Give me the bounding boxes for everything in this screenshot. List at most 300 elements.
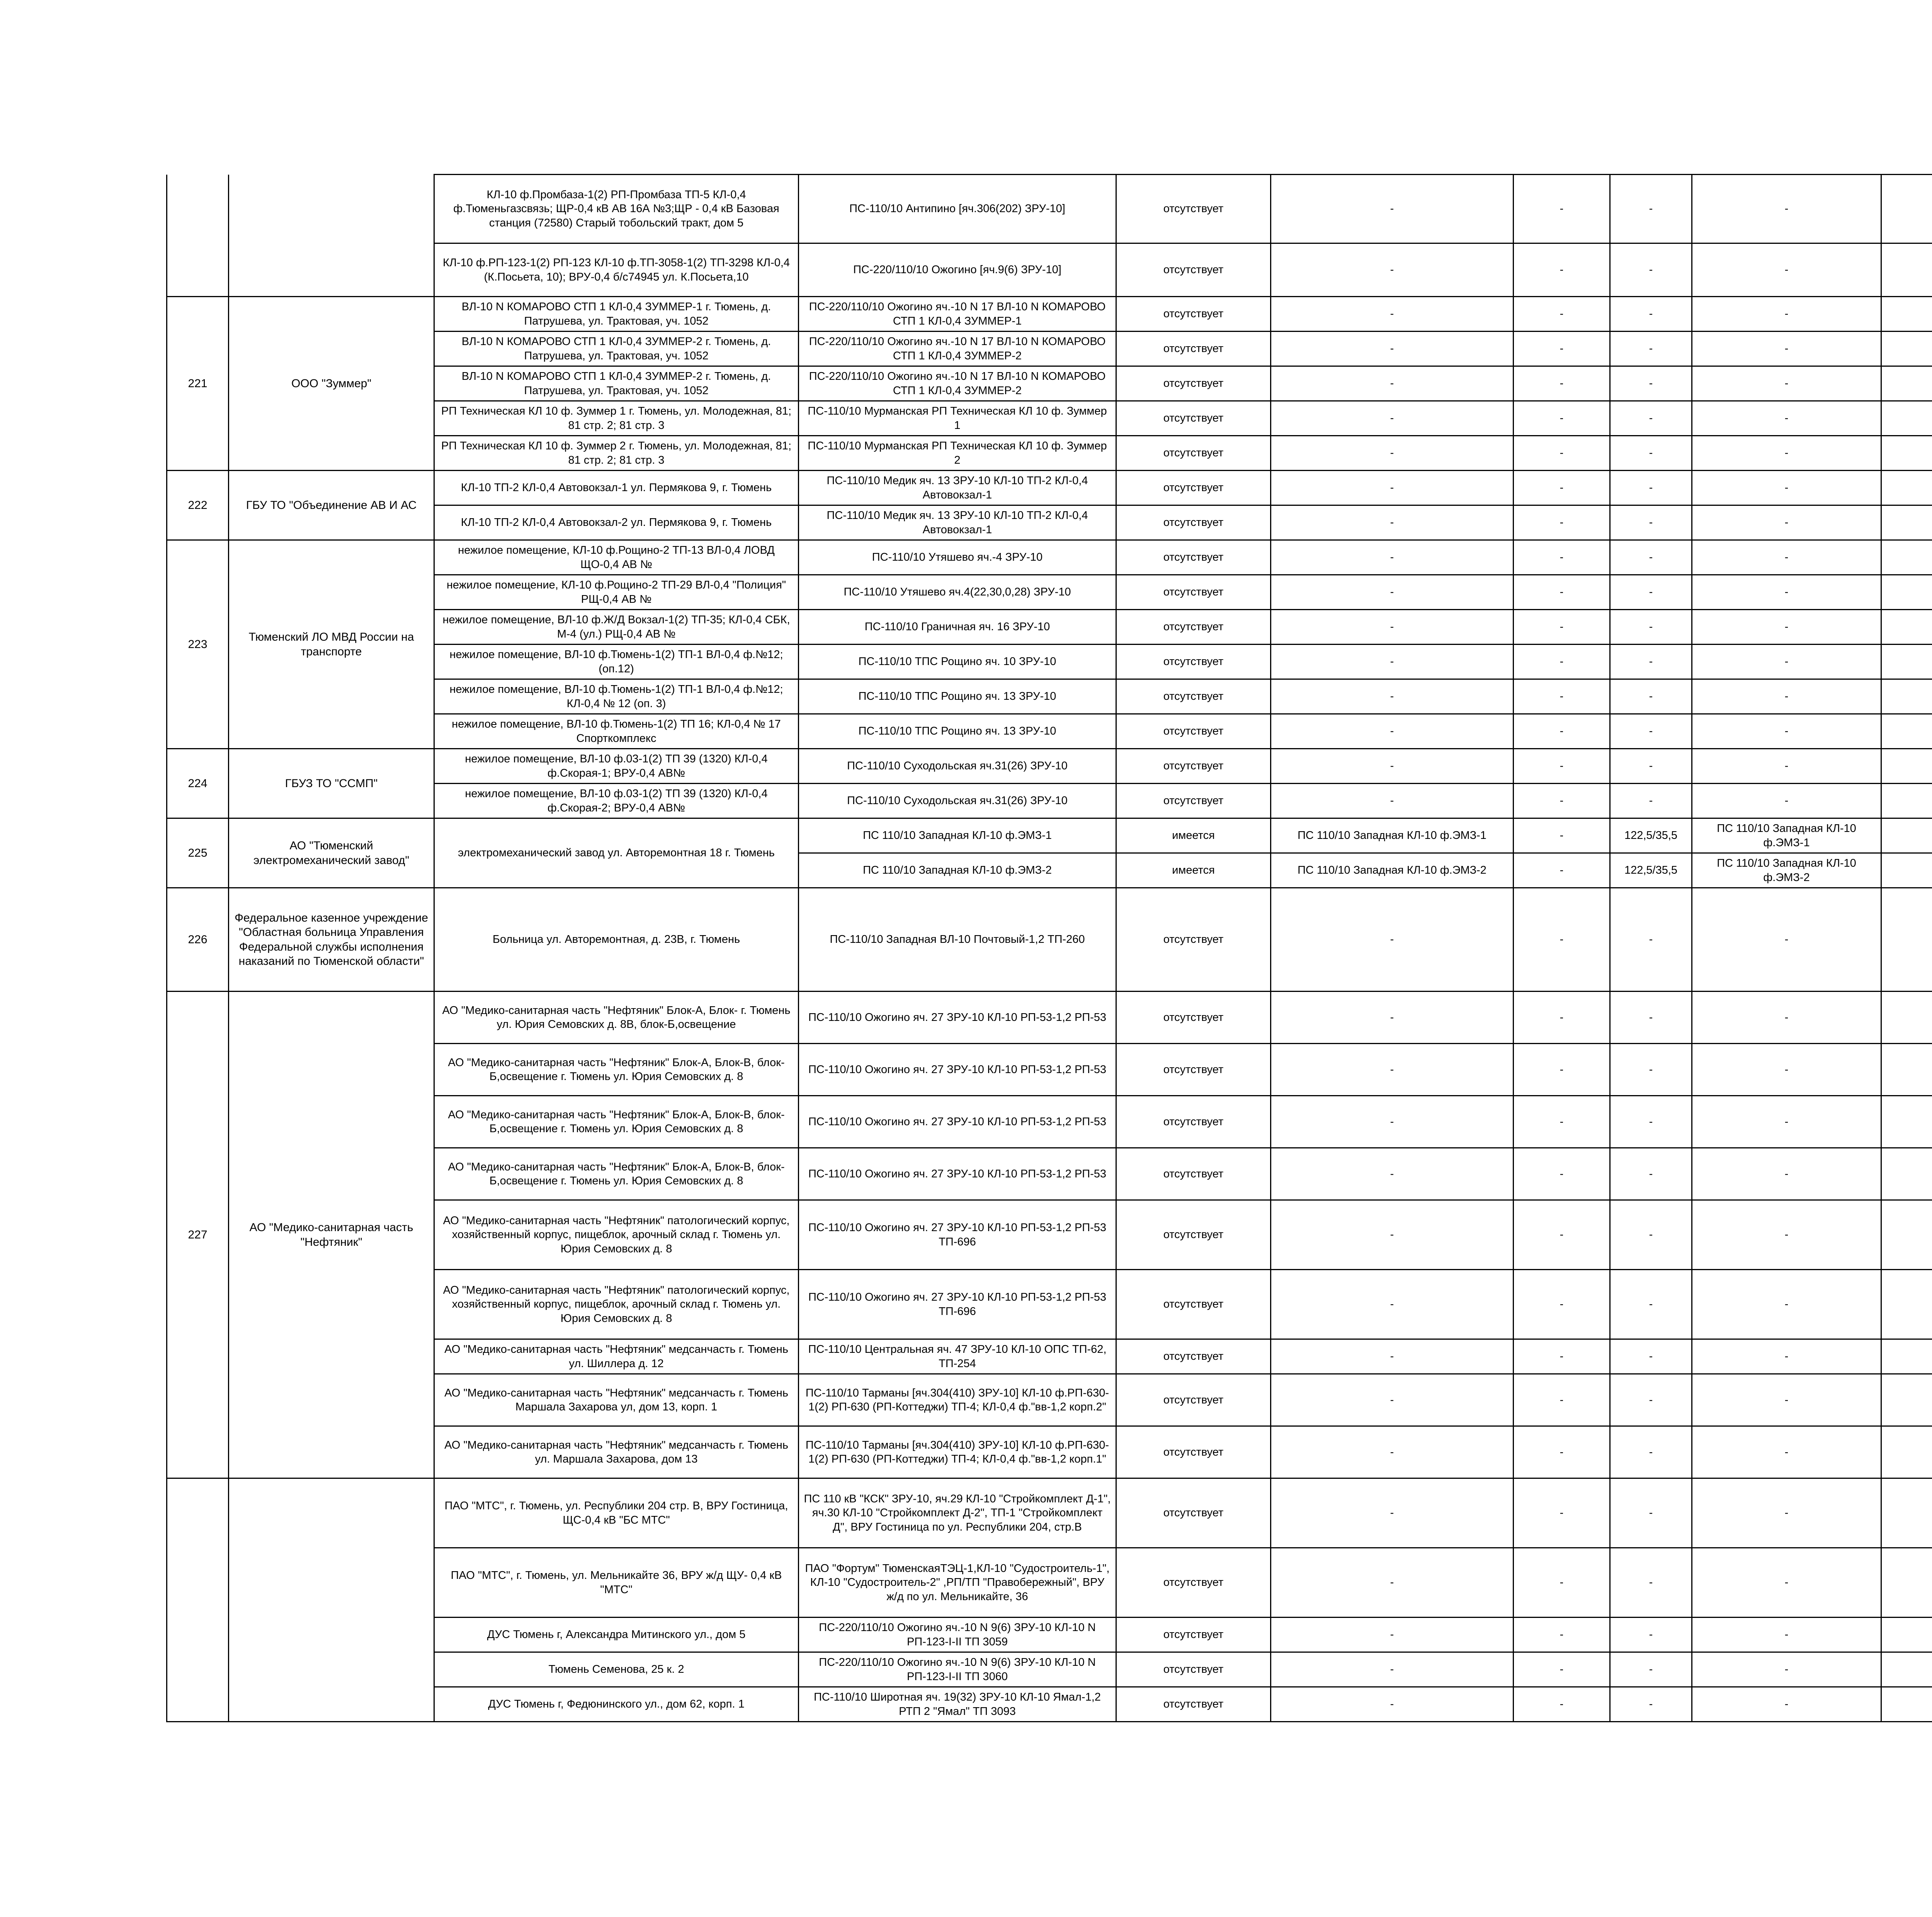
organization-cell: АО "Тюменский электромеханический завод" xyxy=(229,818,434,888)
status-cell: отсутствует xyxy=(1116,297,1271,332)
col5-cell: - xyxy=(1271,784,1514,818)
col9-cell xyxy=(1881,1339,1932,1374)
col5-cell: - xyxy=(1271,749,1514,784)
col8-cell: ПС 110/10 Западная КЛ-10 ф.ЭМЗ-1 xyxy=(1692,818,1881,853)
object-cell: ДУС Тюмень г, Александра Митинского ул., дом 5 xyxy=(434,1618,799,1652)
col7-cell: - xyxy=(1610,540,1692,575)
col9-cell xyxy=(1881,749,1932,784)
source-cell: ПС-220/110/10 Ожогино яч.-10 N 9(6) ЗРУ-10 КЛ-10 N РП-123-I-II ТП 3059 xyxy=(799,1618,1116,1652)
col9-cell xyxy=(1881,1270,1932,1339)
col8-cell: - xyxy=(1692,992,1881,1044)
col7-cell: 122,5/35,5 xyxy=(1610,853,1692,888)
col9-cell xyxy=(1881,540,1932,575)
col8-cell: - xyxy=(1692,645,1881,679)
source-cell: ПС-110/10 Мурманская РП Техническая КЛ 10 ф. Зуммер 2 xyxy=(799,436,1116,471)
col9-cell xyxy=(1881,575,1932,610)
col9-cell xyxy=(1881,1548,1932,1618)
col8-cell: - xyxy=(1692,366,1881,401)
col9-cell xyxy=(1881,853,1932,888)
col8-cell: - xyxy=(1692,332,1881,366)
record-number-cell xyxy=(167,1478,229,1722)
col5-cell: - xyxy=(1271,401,1514,436)
col9-cell xyxy=(1881,471,1932,505)
col6-cell: - xyxy=(1514,471,1610,505)
col9-cell xyxy=(1881,505,1932,540)
col8-cell: - xyxy=(1692,436,1881,471)
source-cell: ПС-110/10 ТПС Рощино яч. 13 ЗРУ-10 xyxy=(799,679,1116,714)
col6-cell: - xyxy=(1514,784,1610,818)
source-cell: ПС-110/10 Ожогино яч. 27 ЗРУ-10 КЛ-10 РП-53-1,2 РП-53 xyxy=(799,1096,1116,1148)
object-cell: ВЛ-10 N КОМАРОВО СТП 1 КЛ-0,4 ЗУММЕР-2 г. Тюмень, д. Патрушева, ул. Трактовая, уч. 1052 xyxy=(434,332,799,366)
status-cell: отсутствует xyxy=(1116,575,1271,610)
source-cell: ПС-110/10 Медик яч. 13 ЗРУ-10 КЛ-10 ТП-2 КЛ-0,4 Автовокзал-1 xyxy=(799,471,1116,505)
col7-cell: - xyxy=(1610,1687,1692,1722)
table-row xyxy=(167,175,1932,243)
col8-cell: - xyxy=(1692,505,1881,540)
status-cell: отсутствует xyxy=(1116,1270,1271,1339)
status-cell: отсутствует xyxy=(1116,1618,1271,1652)
col5-cell: - xyxy=(1271,1478,1514,1548)
object-cell: нежилое помещение, КЛ-10 ф.Рощино-2 ТП-13 ВЛ-0,4 ЛОВД ЩО-0,4 АВ № xyxy=(434,540,799,575)
col7-cell: - xyxy=(1610,1339,1692,1374)
col7-cell: - xyxy=(1610,1270,1692,1339)
status-cell: отсутствует xyxy=(1116,1044,1271,1096)
status-cell: отсутствует xyxy=(1116,714,1271,749)
status-cell: отсутствует xyxy=(1116,540,1271,575)
source-cell: ПС-110/10 Мурманская РП Техническая КЛ 10 ф. Зуммер 1 xyxy=(799,401,1116,436)
table-row xyxy=(167,992,1932,1044)
col9-cell xyxy=(1881,1652,1932,1687)
object-cell: нежилое помещение, ВЛ-10 ф.Ж/Д Вокзал-1(2) ТП-35; КЛ-0,4 СБК, М-4 (ул.) РЩ-0,4 АВ № xyxy=(434,610,799,645)
col6-cell: - xyxy=(1514,1096,1610,1148)
source-cell: ПС-110/10 Ожогино яч. 27 ЗРУ-10 КЛ-10 РП-53-1,2 РП-53 ТП-696 xyxy=(799,1200,1116,1270)
col8-cell: - xyxy=(1692,1548,1881,1618)
col5-cell: - xyxy=(1271,1374,1514,1426)
col8-cell: - xyxy=(1692,1148,1881,1200)
organization-cell: ГБУЗ ТО "ССМП" xyxy=(229,749,434,818)
col5-cell: - xyxy=(1271,1044,1514,1096)
source-cell: ПС-110/10 Суходольская яч.31(26) ЗРУ-10 xyxy=(799,749,1116,784)
object-cell: Больница ул. Авторемонтная, д. 23В, г. Тюмень xyxy=(434,888,799,992)
col5-cell: - xyxy=(1271,366,1514,401)
object-cell: АО "Медико-санитарная часть "Нефтяник" медсанчасть г. Тюмень ул. Шиллера д. 12 xyxy=(434,1339,799,1374)
col8-cell: - xyxy=(1692,749,1881,784)
record-number-cell: 225 xyxy=(167,818,229,888)
col6-cell: - xyxy=(1514,1687,1610,1722)
source-cell: ПС-220/110/10 Ожогино [яч.9(6) ЗРУ-10] xyxy=(799,243,1116,297)
object-cell: КЛ-10 ф.Промбаза-1(2) РП-Промбаза ТП-5 КЛ-0,4 ф.Тюменьгазсвязь; ЩР-0,4 кВ АВ 16А №3;ЩР - 0,4 кВ Базовая станция (72580) Старый тобольский тракт, дом 5 xyxy=(434,175,799,243)
status-cell: отсутствует xyxy=(1116,332,1271,366)
source-cell: ПАО "Фортум" ТюменскаяТЭЦ-1,КЛ-10 "Судостроитель-1", КЛ-10 "Судостроитель-2" ,РП/ТП "Правобережный", ВРУ ж/д по ул. Мельникайте, 36 xyxy=(799,1548,1116,1618)
col9-cell xyxy=(1881,1687,1932,1722)
col6-cell: - xyxy=(1514,401,1610,436)
col7-cell: - xyxy=(1610,366,1692,401)
col5-cell: - xyxy=(1271,1426,1514,1478)
col8-cell: - xyxy=(1692,714,1881,749)
record-number-cell: 221 xyxy=(167,297,229,471)
source-cell: ПС 110/10 Западная КЛ-10 ф.ЭМЗ-2 xyxy=(799,853,1116,888)
object-cell: АО "Медико-санитарная часть "Нефтяник" Блок-А, Блок-В, блок-Б,освещение г. Тюмень ул. Юрия Семовских д. 8 xyxy=(434,1044,799,1096)
col9-cell xyxy=(1881,645,1932,679)
col5-cell: - xyxy=(1271,175,1514,243)
col8-cell: - xyxy=(1692,1687,1881,1722)
object-cell: нежилое помещение, ВЛ-10 ф.03-1(2) ТП 39 (1320) КЛ-0,4 ф.Скорая-2; ВРУ-0,4 АВ№ xyxy=(434,784,799,818)
col6-cell: - xyxy=(1514,1148,1610,1200)
status-cell: отсутствует xyxy=(1116,610,1271,645)
record-number-cell xyxy=(167,175,229,297)
col6-cell: - xyxy=(1514,714,1610,749)
col7-cell: - xyxy=(1610,1652,1692,1687)
object-cell: АО "Медико-санитарная часть "Нефтяник" медсанчасть г. Тюмень ул. Маршала Захарова, дом 13 xyxy=(434,1426,799,1478)
col6-cell: - xyxy=(1514,1200,1610,1270)
col9-cell xyxy=(1881,784,1932,818)
col8-cell: - xyxy=(1692,471,1881,505)
status-cell: отсутствует xyxy=(1116,1478,1271,1548)
col9-cell xyxy=(1881,332,1932,366)
col6-cell: - xyxy=(1514,436,1610,471)
col6-cell: - xyxy=(1514,505,1610,540)
col8-cell: - xyxy=(1692,297,1881,332)
table-row xyxy=(167,1478,1932,1548)
col5-cell: - xyxy=(1271,992,1514,1044)
col7-cell: - xyxy=(1610,1478,1692,1548)
col9-cell xyxy=(1881,1148,1932,1200)
col8-cell: - xyxy=(1692,1339,1881,1374)
status-cell: отсутствует xyxy=(1116,645,1271,679)
status-cell: отсутствует xyxy=(1116,1148,1271,1200)
col8-cell: - xyxy=(1692,1200,1881,1270)
object-cell: АО "Медико-санитарная часть "Нефтяник" патологический корпус, хозяйственный корпус, пищеблок, арочный склад г. Тюмень ул. Юрия Семовских д. 8 xyxy=(434,1200,799,1270)
col7-cell: - xyxy=(1610,749,1692,784)
col6-cell: - xyxy=(1514,243,1610,297)
col5-cell: - xyxy=(1271,575,1514,610)
col6-cell: - xyxy=(1514,575,1610,610)
col7-cell: - xyxy=(1610,1148,1692,1200)
status-cell: отсутствует xyxy=(1116,436,1271,471)
col9-cell xyxy=(1881,1200,1932,1270)
organization-cell xyxy=(229,175,434,297)
col7-cell: - xyxy=(1610,1374,1692,1426)
status-cell: имеется xyxy=(1116,818,1271,853)
col6-cell: - xyxy=(1514,540,1610,575)
source-cell: ПС-110/10 Граничная яч. 16 ЗРУ-10 xyxy=(799,610,1116,645)
source-cell: ПС-220/110/10 Ожогино яч.-10 N 17 ВЛ-10 N КОМАРОВО СТП 1 КЛ-0,4 ЗУММЕР-2 xyxy=(799,366,1116,401)
col5-cell: - xyxy=(1271,243,1514,297)
col9-cell xyxy=(1881,1618,1932,1652)
status-cell: отсутствует xyxy=(1116,749,1271,784)
source-cell: ПС-110/10 Ожогино яч. 27 ЗРУ-10 КЛ-10 РП-53-1,2 РП-53 xyxy=(799,1044,1116,1096)
col7-cell: - xyxy=(1610,297,1692,332)
col5-cell: - xyxy=(1271,679,1514,714)
col9-cell xyxy=(1881,1478,1932,1548)
col8-cell: - xyxy=(1692,610,1881,645)
col8-cell: - xyxy=(1692,1426,1881,1478)
source-cell: ПС-110/10 Суходольская яч.31(26) ЗРУ-10 xyxy=(799,784,1116,818)
object-cell: КЛ-10 ТП-2 КЛ-0,4 Автовокзал-1 ул. Пермякова 9, г. Тюмень xyxy=(434,471,799,505)
col7-cell: 122,5/35,5 xyxy=(1610,818,1692,853)
col8-cell: - xyxy=(1692,1652,1881,1687)
table-body xyxy=(167,175,1932,1722)
col6-cell: - xyxy=(1514,679,1610,714)
col8-cell: - xyxy=(1692,784,1881,818)
col9-cell xyxy=(1881,243,1932,297)
col9-cell xyxy=(1881,1044,1932,1096)
col7-cell: - xyxy=(1610,888,1692,992)
col5-cell: - xyxy=(1271,714,1514,749)
object-cell: АО "Медико-санитарная часть "Нефтяник" патологический корпус, хозяйственный корпус, пищеблок, арочный склад г. Тюмень ул. Юрия Семовских д. 8 xyxy=(434,1270,799,1339)
col8-cell: - xyxy=(1692,888,1881,992)
status-cell: отсутствует xyxy=(1116,992,1271,1044)
object-cell: АО "Медико-санитарная часть "Нефтяник" медсанчасть г. Тюмень Маршала Захарова ул, дом 13, корп. 1 xyxy=(434,1374,799,1426)
col9-cell xyxy=(1881,436,1932,471)
col5-cell: - xyxy=(1271,610,1514,645)
object-cell: нежилое помещение, ВЛ-10 ф.Тюмень-1(2) ТП 16; КЛ-0,4 № 17 Спорткомплекс xyxy=(434,714,799,749)
col9-cell xyxy=(1881,1426,1932,1478)
status-cell: отсутствует xyxy=(1116,505,1271,540)
source-cell: ПС-220/110/10 Ожогино яч.-10 N 9(6) ЗРУ-10 КЛ-10 N РП-123-I-II ТП 3060 xyxy=(799,1652,1116,1687)
status-cell: отсутствует xyxy=(1116,784,1271,818)
status-cell: отсутствует xyxy=(1116,1548,1271,1618)
col7-cell: - xyxy=(1610,1044,1692,1096)
col5-cell: - xyxy=(1271,1548,1514,1618)
object-cell: нежилое помещение, ВЛ-10 ф.Тюмень-1(2) ТП-1 ВЛ-0,4 ф.№12; (оп.12) xyxy=(434,645,799,679)
source-cell: ПС-110/10 Широтная яч. 19(32) ЗРУ-10 КЛ-10 Ямал-1,2 РТП 2 "Ямал" ТП 3093 xyxy=(799,1687,1116,1722)
object-cell: КЛ-10 ф.РП-123-1(2) РП-123 КЛ-10 ф.ТП-3058-1(2) ТП-3298 КЛ-0,4 (К.Посьета, 10); ВРУ-0,4 б/с74945 ул. К.Посьета,10 xyxy=(434,243,799,297)
col8-cell: - xyxy=(1692,540,1881,575)
col6-cell: - xyxy=(1514,749,1610,784)
object-cell: КЛ-10 ТП-2 КЛ-0,4 Автовокзал-2 ул. Пермякова 9, г. Тюмень xyxy=(434,505,799,540)
col6-cell: - xyxy=(1514,610,1610,645)
record-number-cell: 223 xyxy=(167,540,229,749)
object-cell: электромеханический завод ул. Авторемонтная 18 г. Тюмень xyxy=(434,818,799,888)
col9-cell xyxy=(1881,818,1932,853)
col6-cell: - xyxy=(1514,175,1610,243)
table-row xyxy=(167,888,1932,992)
source-cell: ПС-110/10 Утяшево яч.4(22,30,0,28) ЗРУ-10 xyxy=(799,575,1116,610)
status-cell: отсутствует xyxy=(1116,1687,1271,1722)
col5-cell: - xyxy=(1271,1148,1514,1200)
col6-cell: - xyxy=(1514,1426,1610,1478)
col6-cell: - xyxy=(1514,1618,1610,1652)
source-cell: ПС-110/10 Западная ВЛ-10 Почтовый-1,2 ТП-260 xyxy=(799,888,1116,992)
col7-cell: - xyxy=(1610,679,1692,714)
organization-cell: ГБУ ТО "Объединение АВ И АС xyxy=(229,471,434,540)
col7-cell: - xyxy=(1610,471,1692,505)
col9-cell xyxy=(1881,366,1932,401)
col5-cell: - xyxy=(1271,471,1514,505)
col9-cell xyxy=(1881,1374,1932,1426)
col7-cell: - xyxy=(1610,714,1692,749)
table-row xyxy=(167,471,1932,505)
source-cell: ПС-110/10 ТПС Рощино яч. 10 ЗРУ-10 xyxy=(799,645,1116,679)
col5-cell: - xyxy=(1271,1270,1514,1339)
object-cell: РП Техническая КЛ 10 ф. Зуммер 1 г. Тюмень, ул. Молодежная, 81; 81 стр. 2; 81 стр. 3 xyxy=(434,401,799,436)
col7-cell: - xyxy=(1610,1618,1692,1652)
col6-cell: - xyxy=(1514,992,1610,1044)
record-number-cell: 222 xyxy=(167,471,229,540)
col7-cell: - xyxy=(1610,401,1692,436)
object-cell: АО "Медико-санитарная часть "Нефтяник" Блок-А, Блок- г. Тюмень ул. Юрия Семовских д. 8В, блок-Б,освещение xyxy=(434,992,799,1044)
source-cell: ПС-110/10 Антипино [яч.306(202) ЗРУ-10] xyxy=(799,175,1116,243)
col9-cell xyxy=(1881,992,1932,1044)
organization-cell xyxy=(229,1478,434,1722)
col7-cell: - xyxy=(1610,1426,1692,1478)
col9-cell xyxy=(1881,401,1932,436)
col5-cell: - xyxy=(1271,645,1514,679)
object-cell: АО "Медико-санитарная часть "Нефтяник" Блок-А, Блок-В, блок-Б,освещение г. Тюмень ул. Юрия Семовских д. 8 xyxy=(434,1096,799,1148)
object-cell: ВЛ-10 N КОМАРОВО СТП 1 КЛ-0,4 ЗУММЕР-2 г. Тюмень, д. Патрушева, ул. Трактовая, уч. 1052 xyxy=(434,366,799,401)
col7-cell: - xyxy=(1610,992,1692,1044)
status-cell: отсутствует xyxy=(1116,1426,1271,1478)
organization-cell: АО "Медико-санитарная часть "Нефтяник" xyxy=(229,992,434,1478)
col8-cell: - xyxy=(1692,679,1881,714)
col5-cell: - xyxy=(1271,1687,1514,1722)
col7-cell: - xyxy=(1610,645,1692,679)
col5-cell: - xyxy=(1271,505,1514,540)
data-table xyxy=(166,174,1932,1722)
status-cell: отсутствует xyxy=(1116,679,1271,714)
source-cell: ПС-220/110/10 Ожогино яч.-10 N 17 ВЛ-10 N КОМАРОВО СТП 1 КЛ-0,4 ЗУММЕР-1 xyxy=(799,297,1116,332)
col6-cell: - xyxy=(1514,1044,1610,1096)
col8-cell: - xyxy=(1692,243,1881,297)
col5-cell: - xyxy=(1271,1200,1514,1270)
col7-cell: - xyxy=(1610,1096,1692,1148)
source-cell: ПС-110/10 Медик яч. 13 ЗРУ-10 КЛ-10 ТП-2 КЛ-0,4 Автовокзал-1 xyxy=(799,505,1116,540)
col8-cell: ПС 110/10 Западная КЛ-10 ф.ЭМЗ-2 xyxy=(1692,853,1881,888)
col5-cell: - xyxy=(1271,297,1514,332)
source-cell: ПС-110/10 Ожогино яч. 27 ЗРУ-10 КЛ-10 РП-53-1,2 РП-53 xyxy=(799,992,1116,1044)
col5-cell: - xyxy=(1271,1339,1514,1374)
col5-cell: ПС 110/10 Западная КЛ-10 ф.ЭМЗ-2 xyxy=(1271,853,1514,888)
col5-cell: - xyxy=(1271,540,1514,575)
source-cell: ПС-110/10 Тарманы [яч.304(410) ЗРУ-10] КЛ-10 ф.РП-630-1(2) РП-630 (РП-Коттеджи) ТП-4; КЛ-0,4 ф."вв-1,2 корп.1" xyxy=(799,1426,1116,1478)
col5-cell: - xyxy=(1271,332,1514,366)
col7-cell: - xyxy=(1610,332,1692,366)
col9-cell xyxy=(1881,297,1932,332)
col7-cell: - xyxy=(1610,243,1692,297)
record-number-cell: 224 xyxy=(167,749,229,818)
col9-cell xyxy=(1881,610,1932,645)
status-cell: отсутствует xyxy=(1116,1652,1271,1687)
col7-cell: - xyxy=(1610,1200,1692,1270)
table-row xyxy=(167,818,1932,853)
source-cell: ПС-110/10 Ожогино яч. 27 ЗРУ-10 КЛ-10 РП-53-1,2 РП-53 ТП-696 xyxy=(799,1270,1116,1339)
col5-cell: ПС 110/10 Западная КЛ-10 ф.ЭМЗ-1 xyxy=(1271,818,1514,853)
col6-cell: - xyxy=(1514,1270,1610,1339)
source-cell: ПС-110/10 Тарманы [яч.304(410) ЗРУ-10] КЛ-10 ф.РП-630-1(2) РП-630 (РП-Коттеджи) ТП-4; КЛ-0,4 ф."вв-1,2 корп.2" xyxy=(799,1374,1116,1426)
source-cell: ПС-110/10 Центральная яч. 47 ЗРУ-10 КЛ-10 ОПС ТП-62, ТП-254 xyxy=(799,1339,1116,1374)
col7-cell: - xyxy=(1610,610,1692,645)
col5-cell: - xyxy=(1271,888,1514,992)
source-cell: ПС-110/10 Ожогино яч. 27 ЗРУ-10 КЛ-10 РП-53-1,2 РП-53 xyxy=(799,1148,1116,1200)
col8-cell: - xyxy=(1692,1044,1881,1096)
col6-cell: - xyxy=(1514,818,1610,853)
object-cell: ПАО "МТС", г. Тюмень, ул. Мельникайте 36, ВРУ ж/д ЩУ- 0,4 кВ "МТС" xyxy=(434,1548,799,1618)
table-row xyxy=(167,540,1932,575)
status-cell: отсутствует xyxy=(1116,243,1271,297)
col8-cell: - xyxy=(1692,1096,1881,1148)
object-cell: ВЛ-10 N КОМАРОВО СТП 1 КЛ-0,4 ЗУММЕР-1 г. Тюмень, д. Патрушева, ул. Трактовая, уч. 1052 xyxy=(434,297,799,332)
status-cell: отсутствует xyxy=(1116,1374,1271,1426)
organization-cell: Тюменский ЛО МВД России на транспорте xyxy=(229,540,434,749)
organization-cell: ООО "Зуммер" xyxy=(229,297,434,471)
col8-cell: - xyxy=(1692,1478,1881,1548)
col8-cell: - xyxy=(1692,1374,1881,1426)
status-cell: имеется xyxy=(1116,853,1271,888)
col8-cell: - xyxy=(1692,575,1881,610)
status-cell: отсутствует xyxy=(1116,1339,1271,1374)
source-cell: ПС-110/10 Утяшево яч.-4 ЗРУ-10 xyxy=(799,540,1116,575)
object-cell: нежилое помещение, КЛ-10 ф.Рощино-2 ТП-29 ВЛ-0,4 "Полиция" РЩ-0,4 АВ № xyxy=(434,575,799,610)
object-cell: АО "Медико-санитарная часть "Нефтяник" Блок-А, Блок-В, блок-Б,освещение г. Тюмень ул. Юрия Семовских д. 8 xyxy=(434,1148,799,1200)
col6-cell: - xyxy=(1514,297,1610,332)
col6-cell: - xyxy=(1514,888,1610,992)
object-cell: ПАО "МТС", г. Тюмень, ул. Республики 204 стр. В, ВРУ Гостиница, ЩС-0,4 кВ "БС МТС" xyxy=(434,1478,799,1548)
object-cell: нежилое помещение, ВЛ-10 ф.Тюмень-1(2) ТП-1 ВЛ-0,4 ф.№12; КЛ-0,4 № 12 (оп. 3) xyxy=(434,679,799,714)
col8-cell: - xyxy=(1692,401,1881,436)
object-cell: ДУС Тюмень г, Федюнинского ул., дом 62, корп. 1 xyxy=(434,1687,799,1722)
col7-cell: - xyxy=(1610,575,1692,610)
col5-cell: - xyxy=(1271,1618,1514,1652)
col6-cell: - xyxy=(1514,1339,1610,1374)
table-row xyxy=(167,297,1932,332)
status-cell: отсутствует xyxy=(1116,1200,1271,1270)
status-cell: отсутствует xyxy=(1116,471,1271,505)
col6-cell: - xyxy=(1514,366,1610,401)
col6-cell: - xyxy=(1514,332,1610,366)
status-cell: отсутствует xyxy=(1116,888,1271,992)
col6-cell: - xyxy=(1514,1478,1610,1548)
col6-cell: - xyxy=(1514,1652,1610,1687)
organization-cell: Федеральное казенное учреждение "Областная больница Управления Федеральной службы исполнения наказаний по Тюменской области" xyxy=(229,888,434,992)
col6-cell: - xyxy=(1514,853,1610,888)
col6-cell: - xyxy=(1514,1374,1610,1426)
col7-cell: - xyxy=(1610,175,1692,243)
object-cell: РП Техническая КЛ 10 ф. Зуммер 2 г. Тюмень, ул. Молодежная, 81; 81 стр. 2; 81 стр. 3 xyxy=(434,436,799,471)
record-number-cell: 226 xyxy=(167,888,229,992)
col9-cell xyxy=(1881,1096,1932,1148)
col9-cell xyxy=(1881,679,1932,714)
object-cell: нежилое помещение, ВЛ-10 ф.03-1(2) ТП 39 (1320) КЛ-0,4 ф.Скорая-1; ВРУ-0,4 АВ№ xyxy=(434,749,799,784)
record-number-cell: 227 xyxy=(167,992,229,1478)
col7-cell: - xyxy=(1610,505,1692,540)
source-cell: ПС 110 кВ "КСК" ЗРУ-10, яч.29 КЛ-10 "Стройкомплект Д-1", яч.30 КЛ-10 "Стройкомплект Д-2", ТП-1 "Стройкомплект Д", ВРУ Гостиница по ул. Республики 204, стр.В xyxy=(799,1478,1116,1548)
col6-cell: - xyxy=(1514,1548,1610,1618)
col7-cell: - xyxy=(1610,436,1692,471)
col7-cell: - xyxy=(1610,1548,1692,1618)
col7-cell: - xyxy=(1610,784,1692,818)
col5-cell: - xyxy=(1271,1652,1514,1687)
source-cell: ПС-110/10 ТПС Рощино яч. 13 ЗРУ-10 xyxy=(799,714,1116,749)
col5-cell: - xyxy=(1271,1096,1514,1148)
col9-cell xyxy=(1881,175,1932,243)
col8-cell: - xyxy=(1692,1618,1881,1652)
source-cell: ПС-220/110/10 Ожогино яч.-10 N 17 ВЛ-10 N КОМАРОВО СТП 1 КЛ-0,4 ЗУММЕР-2 xyxy=(799,332,1116,366)
col5-cell: - xyxy=(1271,436,1514,471)
object-cell: Тюмень Семенова, 25 к. 2 xyxy=(434,1652,799,1687)
col9-cell xyxy=(1881,888,1932,992)
col6-cell: - xyxy=(1514,645,1610,679)
status-cell: отсутствует xyxy=(1116,1096,1271,1148)
source-cell: ПС 110/10 Западная КЛ-10 ф.ЭМЗ-1 xyxy=(799,818,1116,853)
status-cell: отсутствует xyxy=(1116,175,1271,243)
status-cell: отсутствует xyxy=(1116,366,1271,401)
col8-cell: - xyxy=(1692,1270,1881,1339)
col9-cell xyxy=(1881,714,1932,749)
status-cell: отсутствует xyxy=(1116,401,1271,436)
table-row xyxy=(167,749,1932,784)
col8-cell: - xyxy=(1692,175,1881,243)
